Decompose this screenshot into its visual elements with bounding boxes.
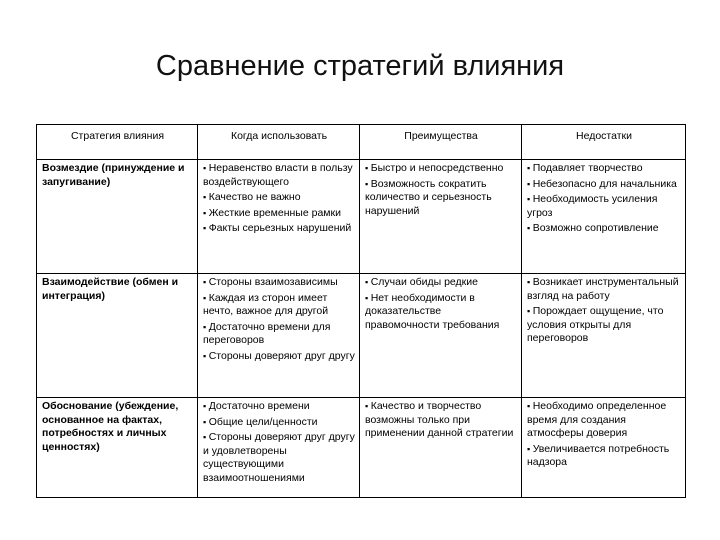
comparison-table [36, 124, 686, 498]
pros-cell [360, 160, 522, 274]
when-cell [198, 160, 360, 274]
header-strategy: Стратегия влияния [37, 125, 198, 160]
list-item: ▪ Нет необходимости в доказательстве правомочности требования [365, 292, 517, 333]
list-item: ▪ Неравенство власти в пользу воздействующего [203, 162, 355, 189]
list-item: ▪ Качество и творчество возможны только при применении данной стратегии [365, 400, 517, 441]
slide-title: Сравнение стратегий влияния [155, 50, 565, 82]
pros-cell [360, 398, 522, 498]
list-item: ▪ Необходимо определенное время для создания атмосферы доверия [527, 400, 681, 441]
header-cons: Недостатки [522, 125, 686, 160]
header-pros: Преимущества [360, 125, 522, 160]
table-row [37, 160, 686, 274]
list-item: ▪ Стороны доверяют друг другу и удовлетворены существующими взаимоотношениями [203, 431, 355, 485]
table-header-row [37, 125, 686, 160]
list-item: ▪ Порождает ощущение, что условия открыты для переговоров [527, 305, 681, 346]
table-row [37, 274, 686, 398]
list-item: ▪ Быстро и непосредственно [365, 162, 517, 176]
list-item: ▪ Необходимость усиления угроз [527, 193, 681, 220]
list-item: ▪ Стороны взаимозависимы [203, 276, 355, 290]
list-item: ▪ Факты серьезных нарушений [203, 222, 355, 236]
list-item: ▪ Возникает инструментальный взгляд на работу [527, 276, 681, 303]
when-cell [198, 398, 360, 498]
list-item: ▪ Качество не важно [203, 191, 355, 205]
when-cell [198, 274, 360, 398]
list-item: ▪ Стороны доверяют друг другу [203, 350, 355, 364]
strategy-cell: Возмездие (принуждение и запугивание) [37, 160, 198, 274]
list-item: ▪ Небезопасно для начальника [527, 178, 681, 192]
strategy-cell: Взаимодействие (обмен и интеграция) [37, 274, 198, 398]
list-item: ▪ Возможно сопротивление [527, 222, 681, 236]
list-item: ▪ Жесткие временные рамки [203, 207, 355, 221]
cons-cell [522, 274, 686, 398]
table-row [37, 398, 686, 498]
strategy-cell: Обоснование (убеждение, основанное на фактах, потребностях и личных ценностях) [37, 398, 198, 498]
list-item: ▪ Случаи обиды редкие [365, 276, 517, 290]
list-item: ▪ Общие цели/ценности [203, 416, 355, 430]
list-item: ▪ Достаточно времени [203, 400, 355, 414]
list-item: ▪ Возможность сократить количество и серьезность нарушений [365, 178, 517, 219]
pros-cell [360, 274, 522, 398]
list-item: ▪ Увеличивается потребность надзора [527, 443, 681, 470]
cons-cell [522, 398, 686, 498]
cons-cell [522, 160, 686, 274]
list-item: ▪ Достаточно времени для переговоров [203, 321, 355, 348]
list-item: ▪ Подавляет творчество [527, 162, 681, 176]
header-when: Когда использовать [198, 125, 360, 160]
list-item: ▪ Каждая из сторон имеет нечто, важное для другой [203, 292, 355, 319]
